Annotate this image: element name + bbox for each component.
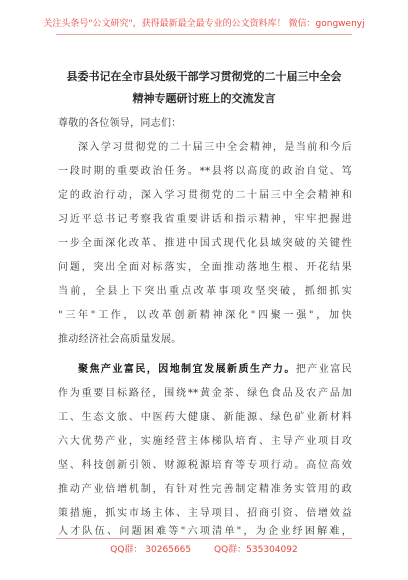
paragraph-lead-heading: 聚焦产业富民，因地制宜发展新质生产力。 (78, 364, 296, 375)
footer-qq-group-1: QQ群： 30265665 (110, 545, 192, 555)
paragraph-line: 作为重要目标路径，围绕**黄金茶、绿色食品及农产品加 (58, 388, 352, 399)
header-banner: 关注头条号"公文研究"，获得最新最全最专业的公文资料库！ 微信：gongwenyj (43, 19, 365, 29)
footer-contacts (0, 542, 408, 555)
paragraph-line: 习近平总书记考察我省重要讲话和指示精神，牢牢把握进 (58, 214, 352, 225)
paragraph-line: 策措施，抓实市场主体、主导项目、招商引资、倍增效益 (58, 508, 352, 519)
paragraph-line: 深入学习贯彻党的二十届三中全会精神，是当前和今后 (78, 142, 352, 153)
paragraph-line: 推动经济社会高质量发展。 (58, 334, 182, 345)
paragraph-line: 坚、科技创新引领、财源税源培育等专项行动。高位高效 (58, 460, 352, 471)
paragraph-line: 一步全面深化改革、推进中国式现代化县域突破的关键性 (58, 238, 352, 249)
paragraph-line: "三年"工作，以改革创新精神深化"四聚一强"，加快 (58, 310, 352, 321)
paragraph-line: 当前，全县上下突出重点改革事项攻坚突破，抓细抓实 (58, 286, 352, 297)
paragraph-line: 人才队伍、问题困难等"六项清单"，为企业纾困解难， (58, 526, 352, 537)
paragraph-line: 工、生态文旅、中医药大健康、新能源、绿色矿业新材料 (58, 412, 352, 423)
paragraph-lead-line (78, 358, 352, 382)
paragraph-lead-tail: 把产业富民 (295, 364, 352, 375)
salutation: 尊敬的各位领导，同志们： (58, 118, 182, 129)
paragraph-line: 六大优势产业，实施经营主体梯队培育、主导产业项目攻 (58, 436, 352, 447)
document-title-line-1: 县委书记在全市县处级干部学习贯彻党的二十届三中全会 (66, 70, 342, 83)
footer-divider (56, 538, 352, 539)
paragraph-line: 一段时期的重要政治任务。**县将以高度的政治自觉、笃 (58, 166, 352, 177)
header-divider (56, 34, 352, 35)
footer-qq-group-2: QQ群：535304092 (214, 545, 298, 555)
paragraph-line: 推动产业倍增机制，有针对性完善制定精准务实管用的政 (58, 484, 352, 495)
paragraph-line: 问题，突出全面对标落实，全面推动落地生根、开花结果 (58, 262, 352, 273)
document-title-line-2: 精神专题研讨班上的交流发言 (132, 92, 276, 105)
paragraph-line: 定的政治行动，深入学习贯彻党的二十届三中全会精神和 (58, 190, 352, 201)
